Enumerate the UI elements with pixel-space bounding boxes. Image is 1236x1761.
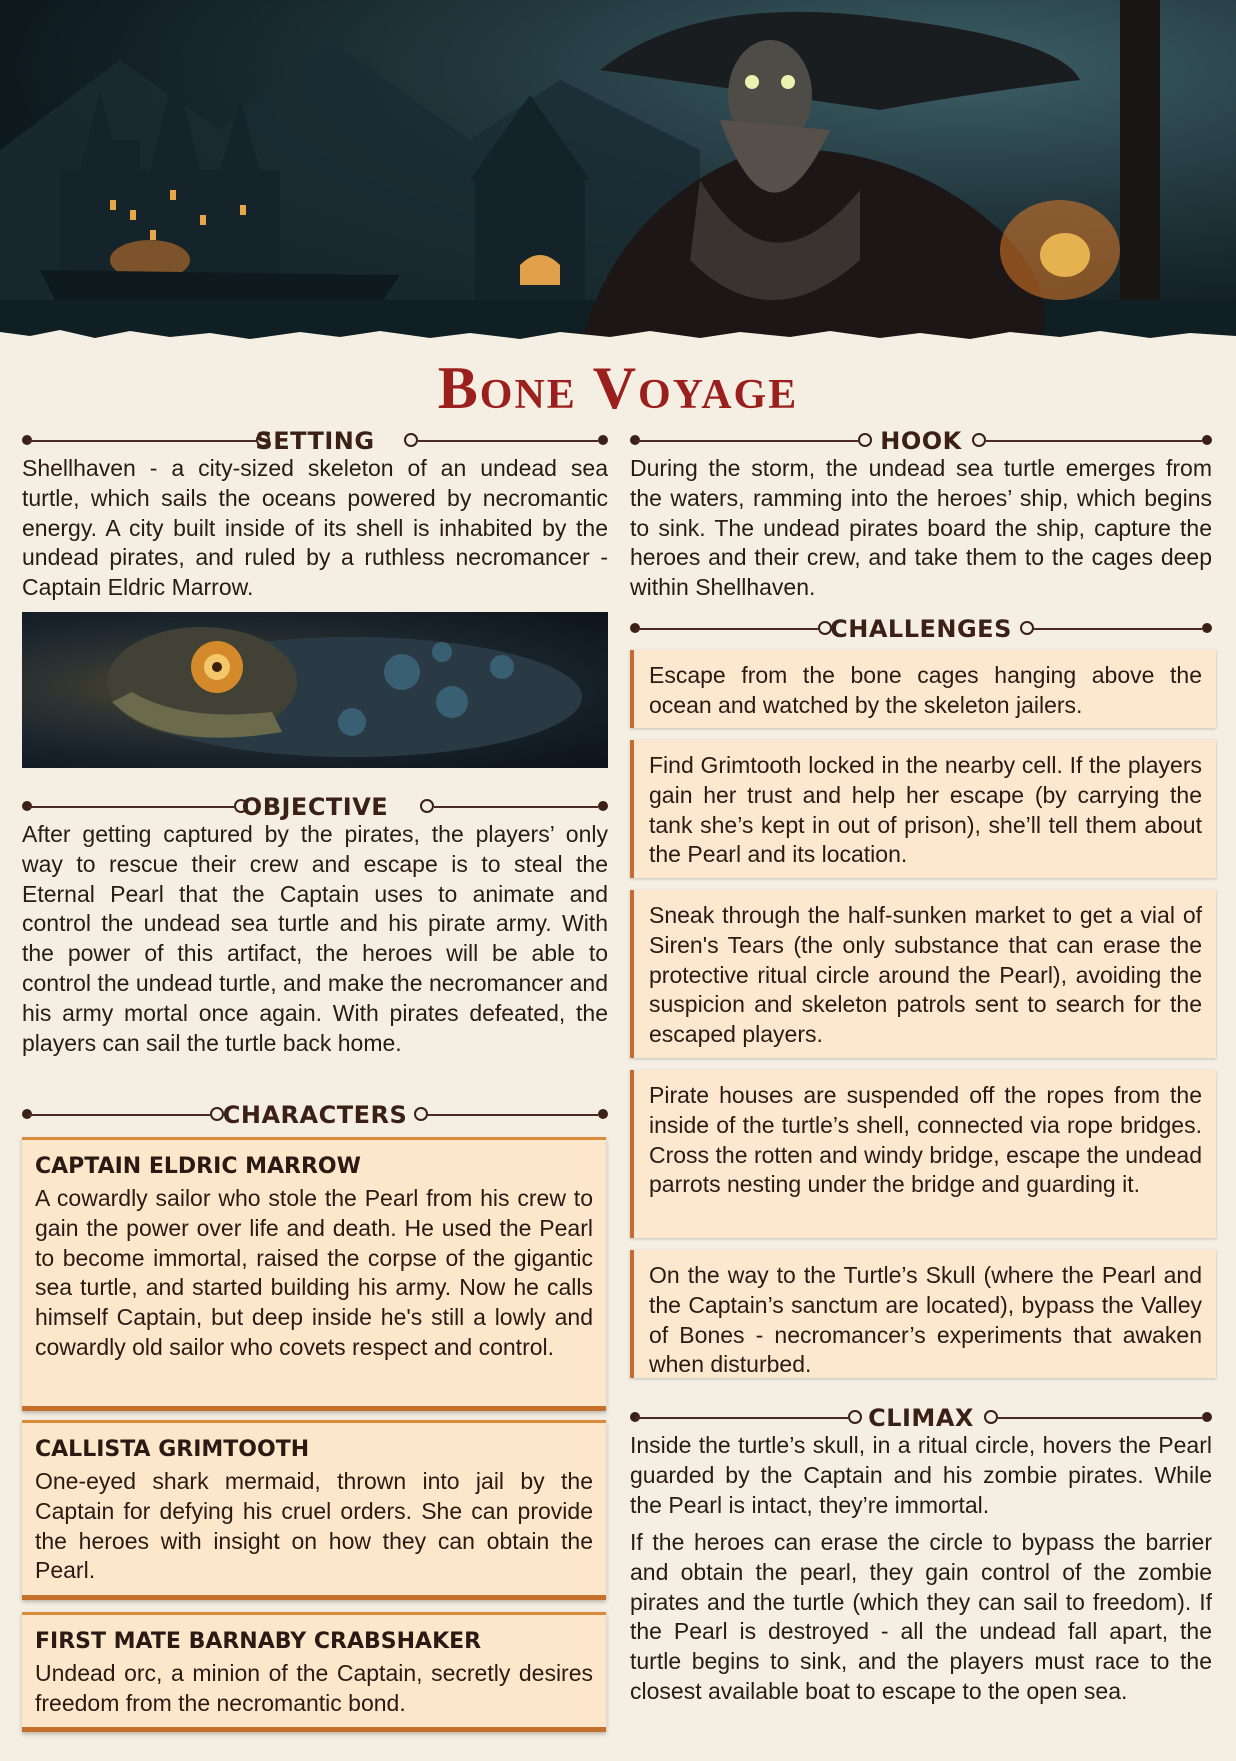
challenge-text: On the way to the Turtle’s Skull (where the Pearl and the Captain’s sanctum are located), bypass the Valley of Bones - necromancer’s experiments that awaken when disturbed. bbox=[649, 1262, 1202, 1378]
hero-art bbox=[0, 0, 1236, 345]
objective-heading-label: OBJECTIVE bbox=[241, 793, 389, 821]
page-title: Bone Voyage bbox=[437, 355, 799, 421]
heading-ring-right bbox=[420, 799, 434, 813]
climax-heading bbox=[630, 1403, 1212, 1433]
objective-heading bbox=[22, 792, 608, 822]
objective-text: After getting captured by the pirates, the players’ only way to rescue their crew and escape is to steal the Eternal Pearl that the Captain uses to animate and control the undead sea turtle and his pirate army. With the power of this artifact, the heroes will be able to control the undead turtle, and make the necromancer and his army mortal once again. With pirates defeated, the players can sail the turtle back home. bbox=[22, 821, 608, 1056]
challenge-text: Pirate houses are suspended off the ropes from the inside of the turtle’s shell, connected via rope bridges. Cross the rotten and windy bridge, escape the undead parrots nesting under the bridge and guarding it. bbox=[649, 1082, 1202, 1198]
heading-line-right bbox=[418, 440, 598, 442]
challenge-text: Escape from the bone cages hanging above the ocean and watched by the skeleton jailers. bbox=[649, 662, 1202, 718]
heading-dot-right bbox=[1202, 435, 1212, 445]
challenge-text: Sneak through the half-sunken market to get a vial of Siren's Tears (the only substance that can erase the protective ritual circle around the Pearl), avoiding the suspicion and skeleton patrols sent to search for the escaped players. bbox=[649, 902, 1202, 1048]
character-description: One-eyed shark mermaid, thrown into jail by the Captain for defying his cruel orders. She can provide the heroes with insight on how they can obtain the Pearl. bbox=[35, 1468, 593, 1584]
challenge-item bbox=[630, 1250, 1216, 1378]
character-name: CAPTAIN ELDRIC MARROW bbox=[35, 1154, 361, 1179]
heading-dot-right bbox=[598, 801, 608, 811]
setting-heading bbox=[22, 426, 608, 456]
heading-dot-right bbox=[598, 435, 608, 445]
character-description: A cowardly sailor who stole the Pearl from his crew to gain the power over life and death. He used the Pearl to become immortal, raised the corpse of the gigantic sea turtle, and started building his army. Now he calls himself Captain, but deep inside he's still a lowly and cowardly old sailor who covets respect and control. bbox=[35, 1185, 593, 1360]
heading-dot-right bbox=[598, 1109, 608, 1119]
challenge-text: Find Grimtooth locked in the nearby cell. If the players gain her trust and help her escape (by carrying the tank she’s kept in out of prison), she’ll tell them about the Pearl and its location. bbox=[649, 752, 1202, 868]
challenge-item bbox=[630, 1070, 1216, 1238]
heading-line-right bbox=[998, 1417, 1202, 1419]
climax-heading-label: CLIMAX bbox=[868, 1404, 974, 1432]
heading-ring-right bbox=[404, 433, 418, 447]
challenges-heading bbox=[630, 614, 1212, 644]
turtle-art bbox=[22, 612, 608, 768]
hook-heading-label: HOOK bbox=[880, 427, 962, 455]
heading-line-right bbox=[434, 806, 598, 808]
challenge-item bbox=[630, 890, 1216, 1058]
heading-ring-right bbox=[414, 1107, 428, 1121]
turtle-illustration bbox=[22, 612, 608, 768]
heading-dot-right bbox=[1202, 1412, 1212, 1422]
climax-text-2: If the heroes can erase the circle to bypass the barrier and obtain the pearl, they gain control of the zombie pirates and the turtle (which they can sail to freedom). If the Pearl is destroyed - all the undead fall apart, the turtle begins to sink, and the players must race to the closest available boat to escape to the open sea. bbox=[630, 1529, 1212, 1704]
heading-ring-right bbox=[984, 1410, 998, 1424]
character-card bbox=[22, 1612, 606, 1732]
hook-heading bbox=[630, 426, 1212, 456]
character-name: FIRST MATE BARNABY CRABSHAKER bbox=[35, 1629, 482, 1654]
climax-text-1: Inside the turtle’s skull, in a ritual circle, hovers the Pearl guarded by the Captain and his zombie pirates. While the Pearl is intact, they’re immortal. bbox=[630, 1432, 1212, 1518]
heading-ring-right bbox=[1020, 621, 1034, 635]
heading-dot-right bbox=[1202, 623, 1212, 633]
heading-line-right bbox=[428, 1114, 598, 1116]
characters-heading bbox=[22, 1100, 608, 1130]
character-description: Undead orc, a minion of the Captain, secretly desires freedom from the necromantic bond. bbox=[35, 1660, 593, 1716]
heading-ring-right bbox=[972, 433, 986, 447]
heading-line-right bbox=[1034, 628, 1202, 630]
setting-text: Shellhaven - a city-sized skeleton of an undead sea turtle, which sails the oceans powered by necromantic energy. A city built inside of its shell is inhabited by the undead pirates, and ruled by a ruthless necromancer - Captain Eldric Marrow. bbox=[22, 455, 608, 601]
heading-line-right bbox=[986, 440, 1202, 442]
challenges-heading-label: CHALLENGES bbox=[830, 615, 1012, 643]
character-card bbox=[22, 1420, 606, 1600]
hook-text: During the storm, the undead sea turtle emerges from the waters, ramming into the heroes’ ship, which begins to sink. The undead pirates board the ship, capture the heroes and their crew, and take them to the cages deep within Shellhaven. bbox=[630, 455, 1212, 601]
challenge-item bbox=[630, 740, 1216, 878]
character-name: CALLISTA GRIMTOOTH bbox=[35, 1437, 310, 1462]
characters-heading-label: CHARACTERS bbox=[222, 1101, 408, 1129]
challenge-item bbox=[630, 650, 1216, 728]
hero-illustration bbox=[0, 0, 1236, 345]
setting-heading-label: SETTING bbox=[255, 427, 375, 455]
character-card bbox=[22, 1137, 606, 1411]
